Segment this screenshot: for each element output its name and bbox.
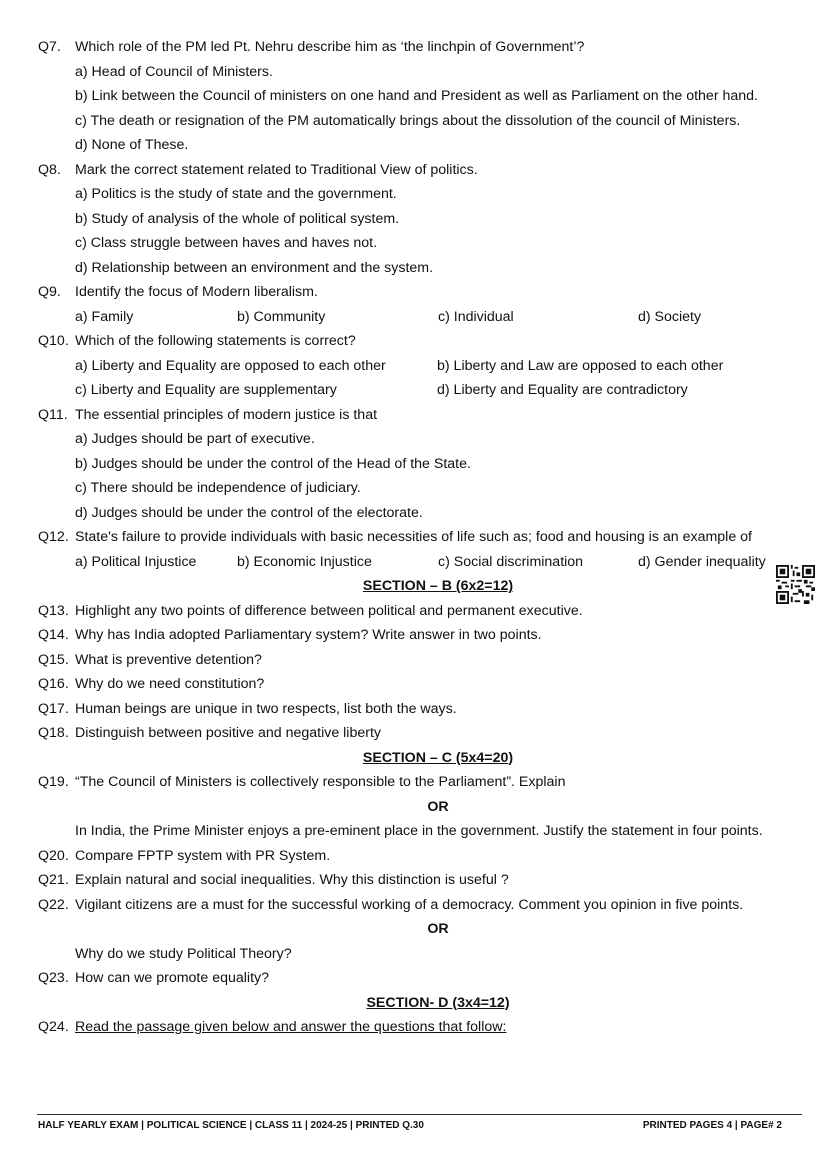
- option: a) Head of Council of Ministers.: [75, 63, 273, 80]
- question-number: Q23.: [38, 970, 69, 986]
- question-number: Q18.: [38, 725, 69, 741]
- options-row: [38, 356, 818, 381]
- option: a) Liberty and Equality are opposed to each other: [75, 357, 386, 374]
- option: d) Liberty and Equality are contradictory: [437, 382, 688, 398]
- question-text: Highlight any two points of difference between political and permanent executive.: [75, 602, 583, 619]
- question-text: Vigilant citizens are a must for the successful working of a democracy. Comment you opinion in five points.: [75, 896, 744, 913]
- question-number: Q15.: [38, 651, 69, 668]
- question-text: Which role of the PM led Pt. Nehru describe him as ‘the linchpin of Government’?: [75, 39, 585, 55]
- question-20: [38, 846, 818, 871]
- question-text: Explain natural and social inequalities. Why this distinction is useful ?: [75, 872, 509, 888]
- question-21: [38, 870, 818, 895]
- question-text: Read the passage given below and answer the questions that follow:: [75, 1019, 507, 1035]
- option: a) Family: [75, 308, 134, 325]
- question-17: [38, 699, 818, 724]
- options-row: [38, 380, 818, 405]
- question-number: Q8.: [38, 161, 61, 178]
- question-number: Q11.: [38, 406, 68, 423]
- question-9: [38, 282, 818, 307]
- option: b) Judges should be under the control of the Head of the State.: [75, 455, 471, 472]
- option: a) Political Injustice: [75, 553, 197, 570]
- question-number: Q24.: [38, 1019, 69, 1035]
- question-text: State's failure to provide individuals with basic necessities of life such as; food and housing is an example of: [75, 529, 752, 545]
- question-text: Identify the focus of Modern liberalism.: [75, 284, 318, 300]
- options-row: [38, 552, 818, 577]
- question-23: [38, 968, 818, 993]
- option: c) Individual: [438, 308, 514, 325]
- question-number: Q22.: [38, 896, 69, 913]
- question-19: [38, 772, 818, 797]
- or-divider: OR: [427, 921, 449, 937]
- question-7: [38, 37, 818, 62]
- question-text: Why has India adopted Parliamentary system? Write answer in two points.: [75, 627, 542, 643]
- question-text: Distinguish between positive and negative liberty: [75, 725, 382, 741]
- question-number: Q7.: [38, 39, 61, 55]
- question-number: Q9.: [38, 284, 61, 300]
- question-12: [38, 527, 818, 552]
- question-number: Q16.: [38, 676, 69, 692]
- section-heading: SECTION – B (6x2=12): [362, 578, 514, 594]
- question-text: Why do we need constitution?: [75, 676, 265, 692]
- question-number: Q17.: [38, 700, 69, 717]
- question-text: “The Council of Ministers is collectively responsible to the Parliament”. Explain: [75, 774, 566, 790]
- option: d) Judges should be under the control of the electorate.: [75, 504, 423, 521]
- option: d) Relationship between an environment and the system.: [75, 259, 434, 276]
- question-24: [38, 1017, 818, 1042]
- question-number: Q21.: [38, 872, 69, 888]
- question-text: Human beings are unique in two respects, list both the ways.: [75, 700, 457, 717]
- question-10: [38, 331, 818, 356]
- question-text: How can we promote equality?: [75, 970, 269, 986]
- option: a) Judges should be part of executive.: [75, 431, 315, 447]
- option: b) Link between the Council of ministers on one hand and President as well as Parliament on the other hand.: [75, 88, 758, 104]
- option: c) The death or resignation of the PM automatically brings about the dissolution of the council of Ministers.: [75, 112, 741, 129]
- alternative-question: Why do we study Political Theory?: [75, 945, 292, 962]
- question-paper-body: [38, 37, 818, 1042]
- question-22: [38, 895, 818, 920]
- alternative-question: In India, the Prime Minister enjoys a pre-eminent place in the government. Justify the statement in four points.: [75, 823, 763, 839]
- question-text: Which of the following statements is correct?: [75, 333, 356, 349]
- question-18: [38, 723, 818, 748]
- option: b) Economic Injustice: [237, 553, 372, 570]
- question-11: [38, 405, 818, 430]
- options-row: [38, 307, 818, 332]
- option: d) Gender inequality: [638, 553, 766, 570]
- section-heading: SECTION- D (3x4=12): [366, 994, 510, 1011]
- option: d) Society: [638, 308, 702, 325]
- question-14: [38, 625, 818, 650]
- option: c) Social discrimination: [438, 553, 584, 570]
- section-heading: SECTION – C (5x4=20): [362, 749, 514, 766]
- question-text: What is preventive detention?: [75, 651, 262, 668]
- question-15: [38, 650, 818, 675]
- option: c) Class struggle between haves and haves not.: [75, 235, 378, 251]
- question-number: Q13.: [38, 602, 69, 619]
- option: b) Liberty and Law are opposed to each other: [437, 357, 724, 374]
- question-8: [38, 160, 818, 185]
- footer-divider: [37, 1114, 802, 1115]
- question-text: Mark the correct statement related to Traditional View of politics.: [75, 161, 478, 178]
- footer-right: PRINTED PAGES 4 | PAGE# 2: [642, 1120, 782, 1131]
- question-text: Compare FPTP system with PR System.: [75, 847, 331, 864]
- option: b) Study of analysis of the whole of political system.: [75, 210, 400, 227]
- option: a) Politics is the study of state and the government.: [75, 186, 397, 202]
- or-divider: OR: [427, 798, 449, 815]
- question-number: Q10.: [38, 333, 69, 349]
- qr-code-icon: [776, 565, 815, 604]
- question-number: Q19.: [38, 774, 69, 790]
- question-number: Q12.: [38, 529, 69, 545]
- option: c) There should be independence of judiciary.: [75, 480, 361, 496]
- option: d) None of These.: [75, 137, 189, 153]
- question-text: The essential principles of modern justice is that: [75, 406, 378, 423]
- question-number: Q14.: [38, 627, 69, 643]
- footer-left: HALF YEARLY EXAM | POLITICAL SCIENCE | CLASS 11 | 2024-25 | PRINTED Q.30: [38, 1120, 424, 1131]
- question-number: Q20.: [38, 847, 69, 864]
- question-16: [38, 674, 818, 699]
- option: c) Liberty and Equality are supplementary: [75, 382, 337, 398]
- question-13: [38, 601, 818, 626]
- option: b) Community: [237, 308, 326, 325]
